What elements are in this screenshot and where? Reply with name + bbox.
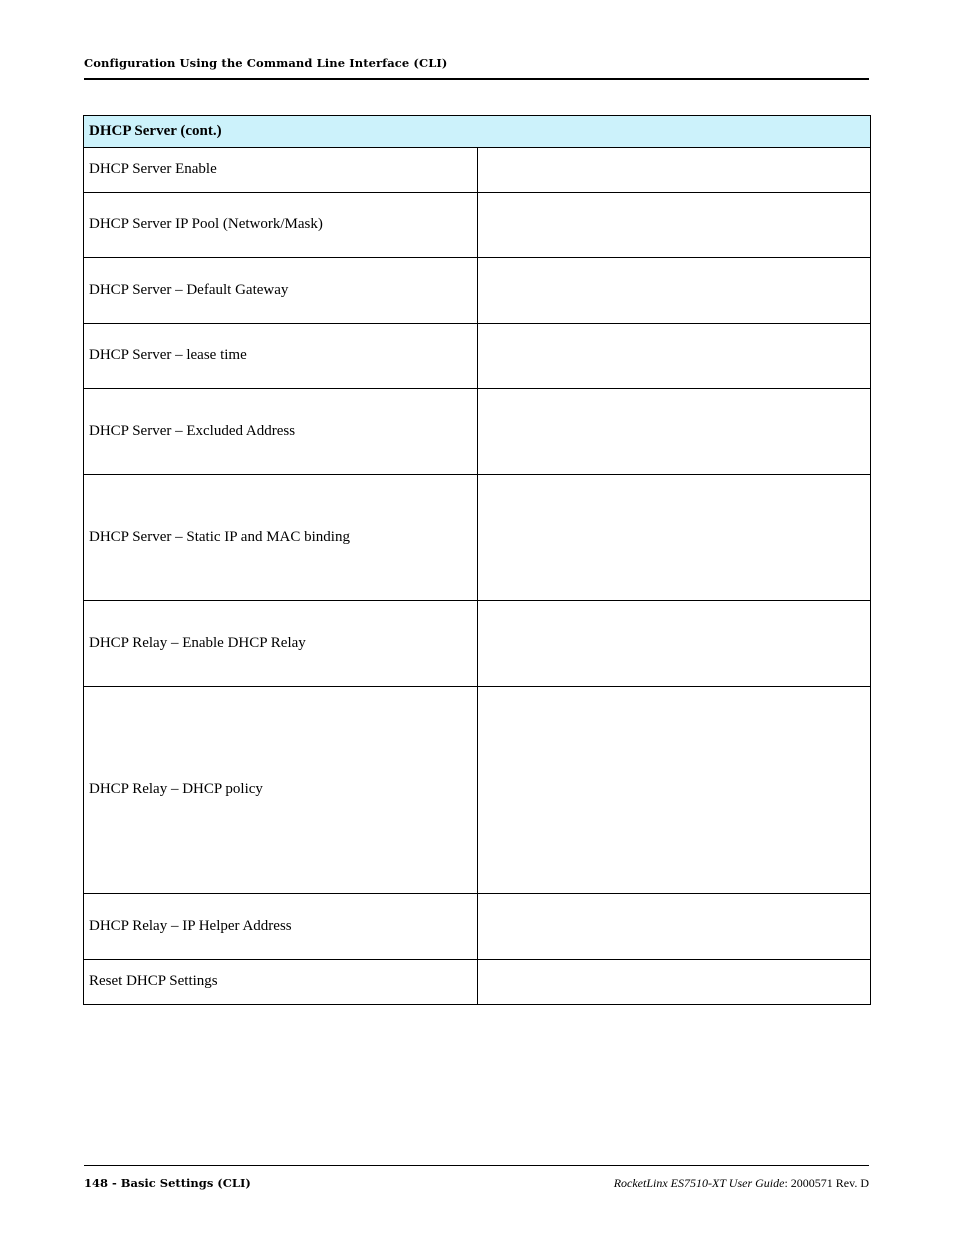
table-row [84, 601, 871, 687]
row-label-dhcp-server-ip-pool: DHCP Server IP Pool (Network/Mask) [84, 193, 478, 258]
row-label-reset-dhcp-settings: Reset DHCP Settings [84, 960, 478, 1005]
table-row [84, 193, 871, 258]
table-row [84, 148, 871, 193]
row-value [477, 193, 871, 258]
row-value [477, 475, 871, 601]
footer-doc-number: : 2000571 Rev. D [784, 1176, 869, 1190]
row-label-dhcp-server-enable: DHCP Server Enable [84, 148, 478, 193]
table-row [84, 475, 871, 601]
row-value [477, 389, 871, 475]
footer-product-name: RocketLinx ES7510-XT User Guide [613, 1176, 785, 1190]
footer-page-label: 148 - Basic Settings (CLI) [84, 1176, 251, 1190]
table-section-header-row [84, 116, 871, 148]
table-row [84, 324, 871, 389]
footer-doc-reference [614, 1176, 869, 1191]
table-row [84, 960, 871, 1005]
row-value [477, 258, 871, 324]
header-divider [84, 78, 869, 80]
row-label-dhcp-server-default-gateway: DHCP Server – Default Gateway [84, 258, 478, 324]
page-header-title: Configuration Using the Command Line Interface (CLI) [84, 56, 448, 70]
row-label-dhcp-server-excluded-address: DHCP Server – Excluded Address [84, 389, 478, 475]
row-label-dhcp-server-lease-time: DHCP Server – lease time [84, 324, 478, 389]
row-value [477, 894, 871, 960]
row-value [477, 324, 871, 389]
table-row [84, 894, 871, 960]
row-label-dhcp-relay-enable: DHCP Relay – Enable DHCP Relay [84, 601, 478, 687]
row-value [477, 687, 871, 894]
row-label-dhcp-relay-policy: DHCP Relay – DHCP policy [84, 687, 478, 894]
footer-divider [84, 1165, 869, 1166]
row-value [477, 960, 871, 1005]
dhcp-settings-table [83, 115, 871, 1005]
row-value [477, 601, 871, 687]
table-row [84, 258, 871, 324]
row-value [477, 148, 871, 193]
section-title: DHCP Server (cont.) [84, 116, 871, 148]
row-label-dhcp-server-static-ip-mac: DHCP Server – Static IP and MAC binding [84, 475, 478, 601]
row-label-dhcp-relay-ip-helper: DHCP Relay – IP Helper Address [84, 894, 478, 960]
table-row [84, 389, 871, 475]
table-row [84, 687, 871, 894]
